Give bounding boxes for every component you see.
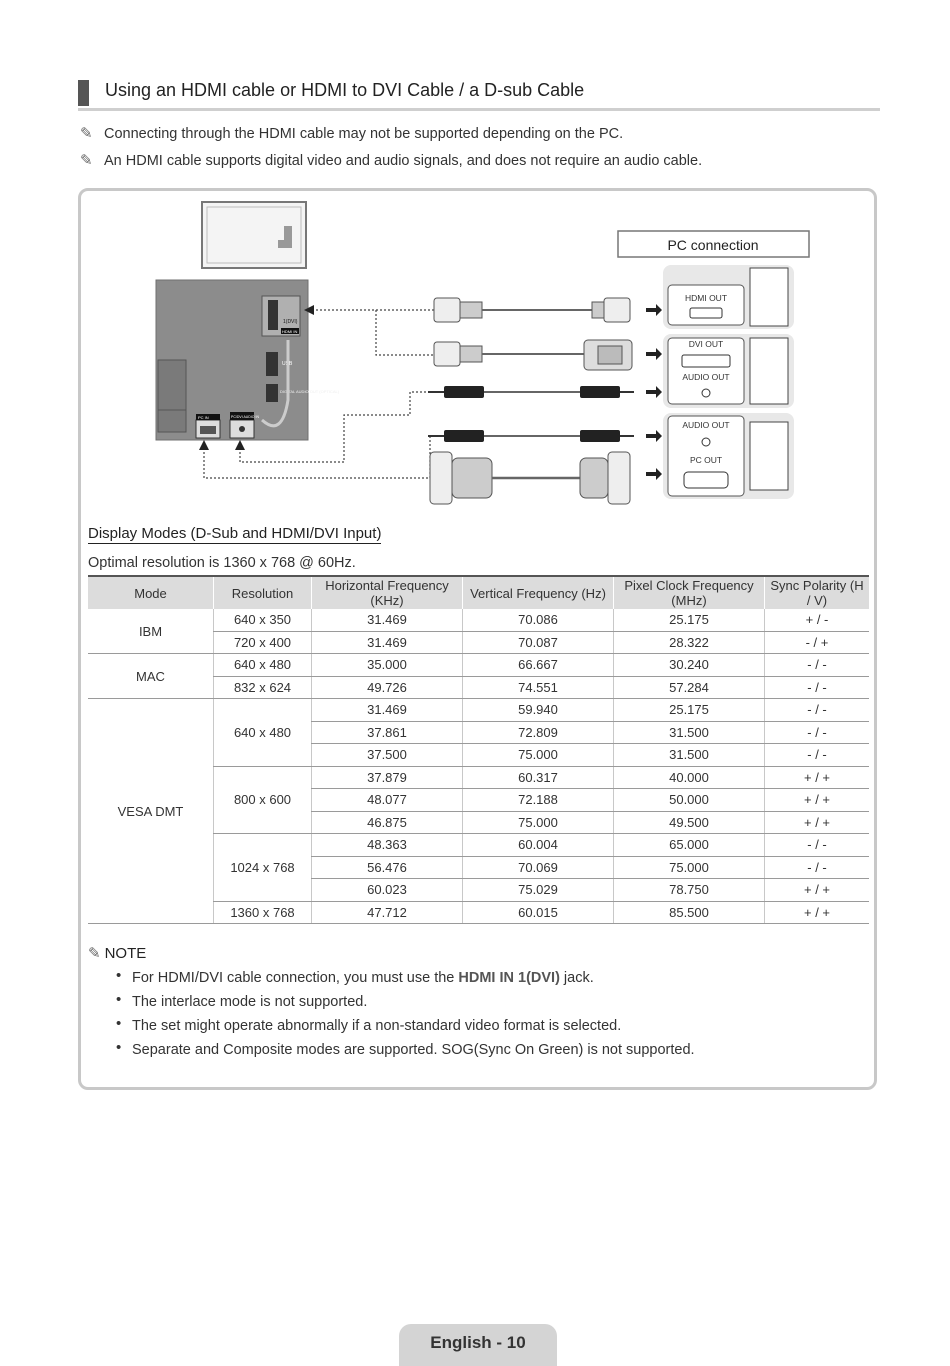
table-row <box>88 699 869 722</box>
note-heading <box>88 944 146 962</box>
pc-label-pc-out: PC OUT <box>689 455 723 465</box>
pc-dvi-out-box <box>663 334 794 408</box>
tv-label-hdmi-in: HDMI IN <box>282 329 298 334</box>
cell-resolution: 640 x 480 <box>214 654 312 677</box>
cell-hfreq: 35.000 <box>312 654 463 677</box>
note-list <box>116 968 695 1064</box>
display-modes-title: Display Modes (D-Sub and HDMI/DVI Input) <box>88 525 382 542</box>
cell-pclock: 75.000 <box>614 856 765 879</box>
cell-resolution: 832 x 624 <box>214 676 312 699</box>
cell-pclock: 25.175 <box>614 699 765 722</box>
note-text: The interlace mode is not supported. <box>132 994 368 1010</box>
note-text: The set might operate abnormally if a non-standard video format is selected. <box>132 1018 622 1034</box>
cell-polarity: - / - <box>765 721 870 744</box>
cell-vfreq: 70.069 <box>463 856 614 879</box>
pencil-note-icon: ✎ <box>88 945 101 962</box>
tip-text: An HDMI cable supports digital video and audio signals, and does not require an audio cable. <box>104 153 703 169</box>
tv-label-usb: USB <box>282 361 293 367</box>
optimal-resolution: Optimal resolution is 1360 x 768 @ 60Hz. <box>88 555 356 571</box>
section-title: Using an HDMI cable or HDMI to DVI Cable / a D-sub Cable <box>105 80 585 100</box>
cell-hfreq: 37.861 <box>312 721 463 744</box>
note-heading-text: NOTE <box>104 945 147 962</box>
cell-polarity: + / + <box>765 879 870 902</box>
note-text: For HDMI/DVI cable connection, you must use the <box>132 970 459 986</box>
pencil-note-icon: ✎ <box>80 125 93 142</box>
header-resolution: Resolution <box>214 576 312 609</box>
note-jack-name: HDMI IN 1(DVI) <box>458 970 560 986</box>
cell-vfreq: 72.188 <box>463 789 614 812</box>
header-vfreq: Vertical Frequency (Hz) <box>463 576 614 609</box>
display-modes-table <box>88 575 869 924</box>
cell-polarity: + / + <box>765 811 870 834</box>
cell-hfreq: 31.469 <box>312 699 463 722</box>
cell-hfreq: 31.469 <box>312 609 463 631</box>
pencil-note-icon: ✎ <box>80 152 93 169</box>
cell-resolution: 640 x 350 <box>214 609 312 631</box>
table-header-row <box>88 576 869 609</box>
cell-vfreq: 75.000 <box>463 811 614 834</box>
dsub-cable-icon <box>430 452 630 504</box>
tv-label-optical: DIGITAL AUDIO OUT (OPTICAL) <box>280 389 340 394</box>
cell-pclock: 85.500 <box>614 901 765 924</box>
cell-vfreq: 75.000 <box>463 744 614 767</box>
cell-pclock: 49.500 <box>614 811 765 834</box>
tip-text: Connecting through the HDMI cable may not be supported depending on the PC. <box>104 126 624 142</box>
cell-vfreq: 70.087 <box>463 631 614 654</box>
header-mode: Mode <box>88 576 214 609</box>
pc-label-audio-out-2: AUDIO OUT <box>682 420 730 430</box>
cell-mode: VESA DMT <box>88 699 214 924</box>
cell-pclock: 50.000 <box>614 789 765 812</box>
cell-polarity: - / - <box>765 699 870 722</box>
cell-hfreq: 60.023 <box>312 879 463 902</box>
cell-resolution: 720 x 400 <box>214 631 312 654</box>
cell-vfreq: 60.004 <box>463 834 614 857</box>
note-text: Separate and Composite modes are supported. SOG(Sync On Green) is not supported. <box>132 1042 695 1058</box>
note-item <box>116 968 695 992</box>
cell-pclock: 78.750 <box>614 879 765 902</box>
connection-diagram <box>0 0 950 520</box>
cell-resolution: 1360 x 768 <box>214 901 312 924</box>
cell-polarity: - / - <box>765 834 870 857</box>
header-pclock: Pixel Clock Frequency (MHz) <box>614 576 765 609</box>
cell-hfreq: 46.875 <box>312 811 463 834</box>
page-footer: English - 10 <box>399 1324 557 1366</box>
cell-pclock: 65.000 <box>614 834 765 857</box>
cell-mode: MAC <box>88 654 214 699</box>
cell-vfreq: 74.551 <box>463 676 614 699</box>
cell-pclock: 40.000 <box>614 766 765 789</box>
cell-resolution: 640 x 480 <box>214 699 312 767</box>
cell-pclock: 31.500 <box>614 721 765 744</box>
cell-hfreq: 47.712 <box>312 901 463 924</box>
hdmi-dvi-cable-icon <box>434 340 632 370</box>
cell-hfreq: 56.476 <box>312 856 463 879</box>
header-hfreq: Horizontal Frequency (KHz) <box>312 576 463 609</box>
cell-vfreq: 59.940 <box>463 699 614 722</box>
cell-vfreq: 70.086 <box>463 609 614 631</box>
cell-polarity: - / - <box>765 654 870 677</box>
cell-pclock: 30.240 <box>614 654 765 677</box>
pc-audio-pc-out-box <box>663 413 794 499</box>
cell-hfreq: 48.363 <box>312 834 463 857</box>
cell-pclock: 28.322 <box>614 631 765 654</box>
pc-connection-label: PC connection <box>667 237 759 253</box>
cell-vfreq: 60.015 <box>463 901 614 924</box>
header-polarity: Sync Polarity (H / V) <box>765 576 870 609</box>
pc-label-hdmi-out: HDMI OUT <box>684 293 728 303</box>
cell-resolution: 800 x 600 <box>214 766 312 834</box>
cell-vfreq: 60.317 <box>463 766 614 789</box>
cell-polarity: + / - <box>765 609 870 631</box>
audio-cable-2-icon <box>428 430 634 442</box>
note-item <box>116 1040 695 1064</box>
pc-label-dvi-out: DVI OUT <box>688 339 724 349</box>
cell-hfreq: 49.726 <box>312 676 463 699</box>
tv-front-icon <box>202 202 306 268</box>
note-item <box>116 992 695 1016</box>
cell-polarity: + / + <box>765 766 870 789</box>
tv-label-hdmi-dvi: 1(DVI) <box>283 319 298 325</box>
tv-back-panel <box>156 280 340 440</box>
cell-hfreq: 37.879 <box>312 766 463 789</box>
note-text: jack. <box>559 970 594 986</box>
cell-polarity: - / - <box>765 744 870 767</box>
cell-polarity: - / - <box>765 676 870 699</box>
tv-label-pc-in: PC IN <box>198 415 209 420</box>
pc-label-audio-out-1: AUDIO OUT <box>682 372 730 382</box>
table-row <box>88 654 869 677</box>
cell-vfreq: 66.667 <box>463 654 614 677</box>
table-row <box>88 609 869 631</box>
pc-hdmi-out-box <box>663 265 794 329</box>
cell-pclock: 57.284 <box>614 676 765 699</box>
cell-hfreq: 37.500 <box>312 744 463 767</box>
hdmi-cable-icon <box>434 298 630 322</box>
tv-label-pc-audio-in: PC/DVI AUDIO IN <box>231 415 260 419</box>
cell-pclock: 25.175 <box>614 609 765 631</box>
cell-pclock: 31.500 <box>614 744 765 767</box>
cell-resolution: 1024 x 768 <box>214 834 312 902</box>
cell-polarity: - / + <box>765 631 870 654</box>
cell-polarity: + / + <box>765 901 870 924</box>
cell-polarity: - / - <box>765 856 870 879</box>
cell-mode: IBM <box>88 609 214 654</box>
cell-vfreq: 72.809 <box>463 721 614 744</box>
audio-cable-1-icon <box>428 386 634 398</box>
cell-vfreq: 75.029 <box>463 879 614 902</box>
cell-hfreq: 48.077 <box>312 789 463 812</box>
cell-polarity: + / + <box>765 789 870 812</box>
note-item <box>116 1016 695 1040</box>
cell-hfreq: 31.469 <box>312 631 463 654</box>
pc-arrows <box>646 304 662 480</box>
